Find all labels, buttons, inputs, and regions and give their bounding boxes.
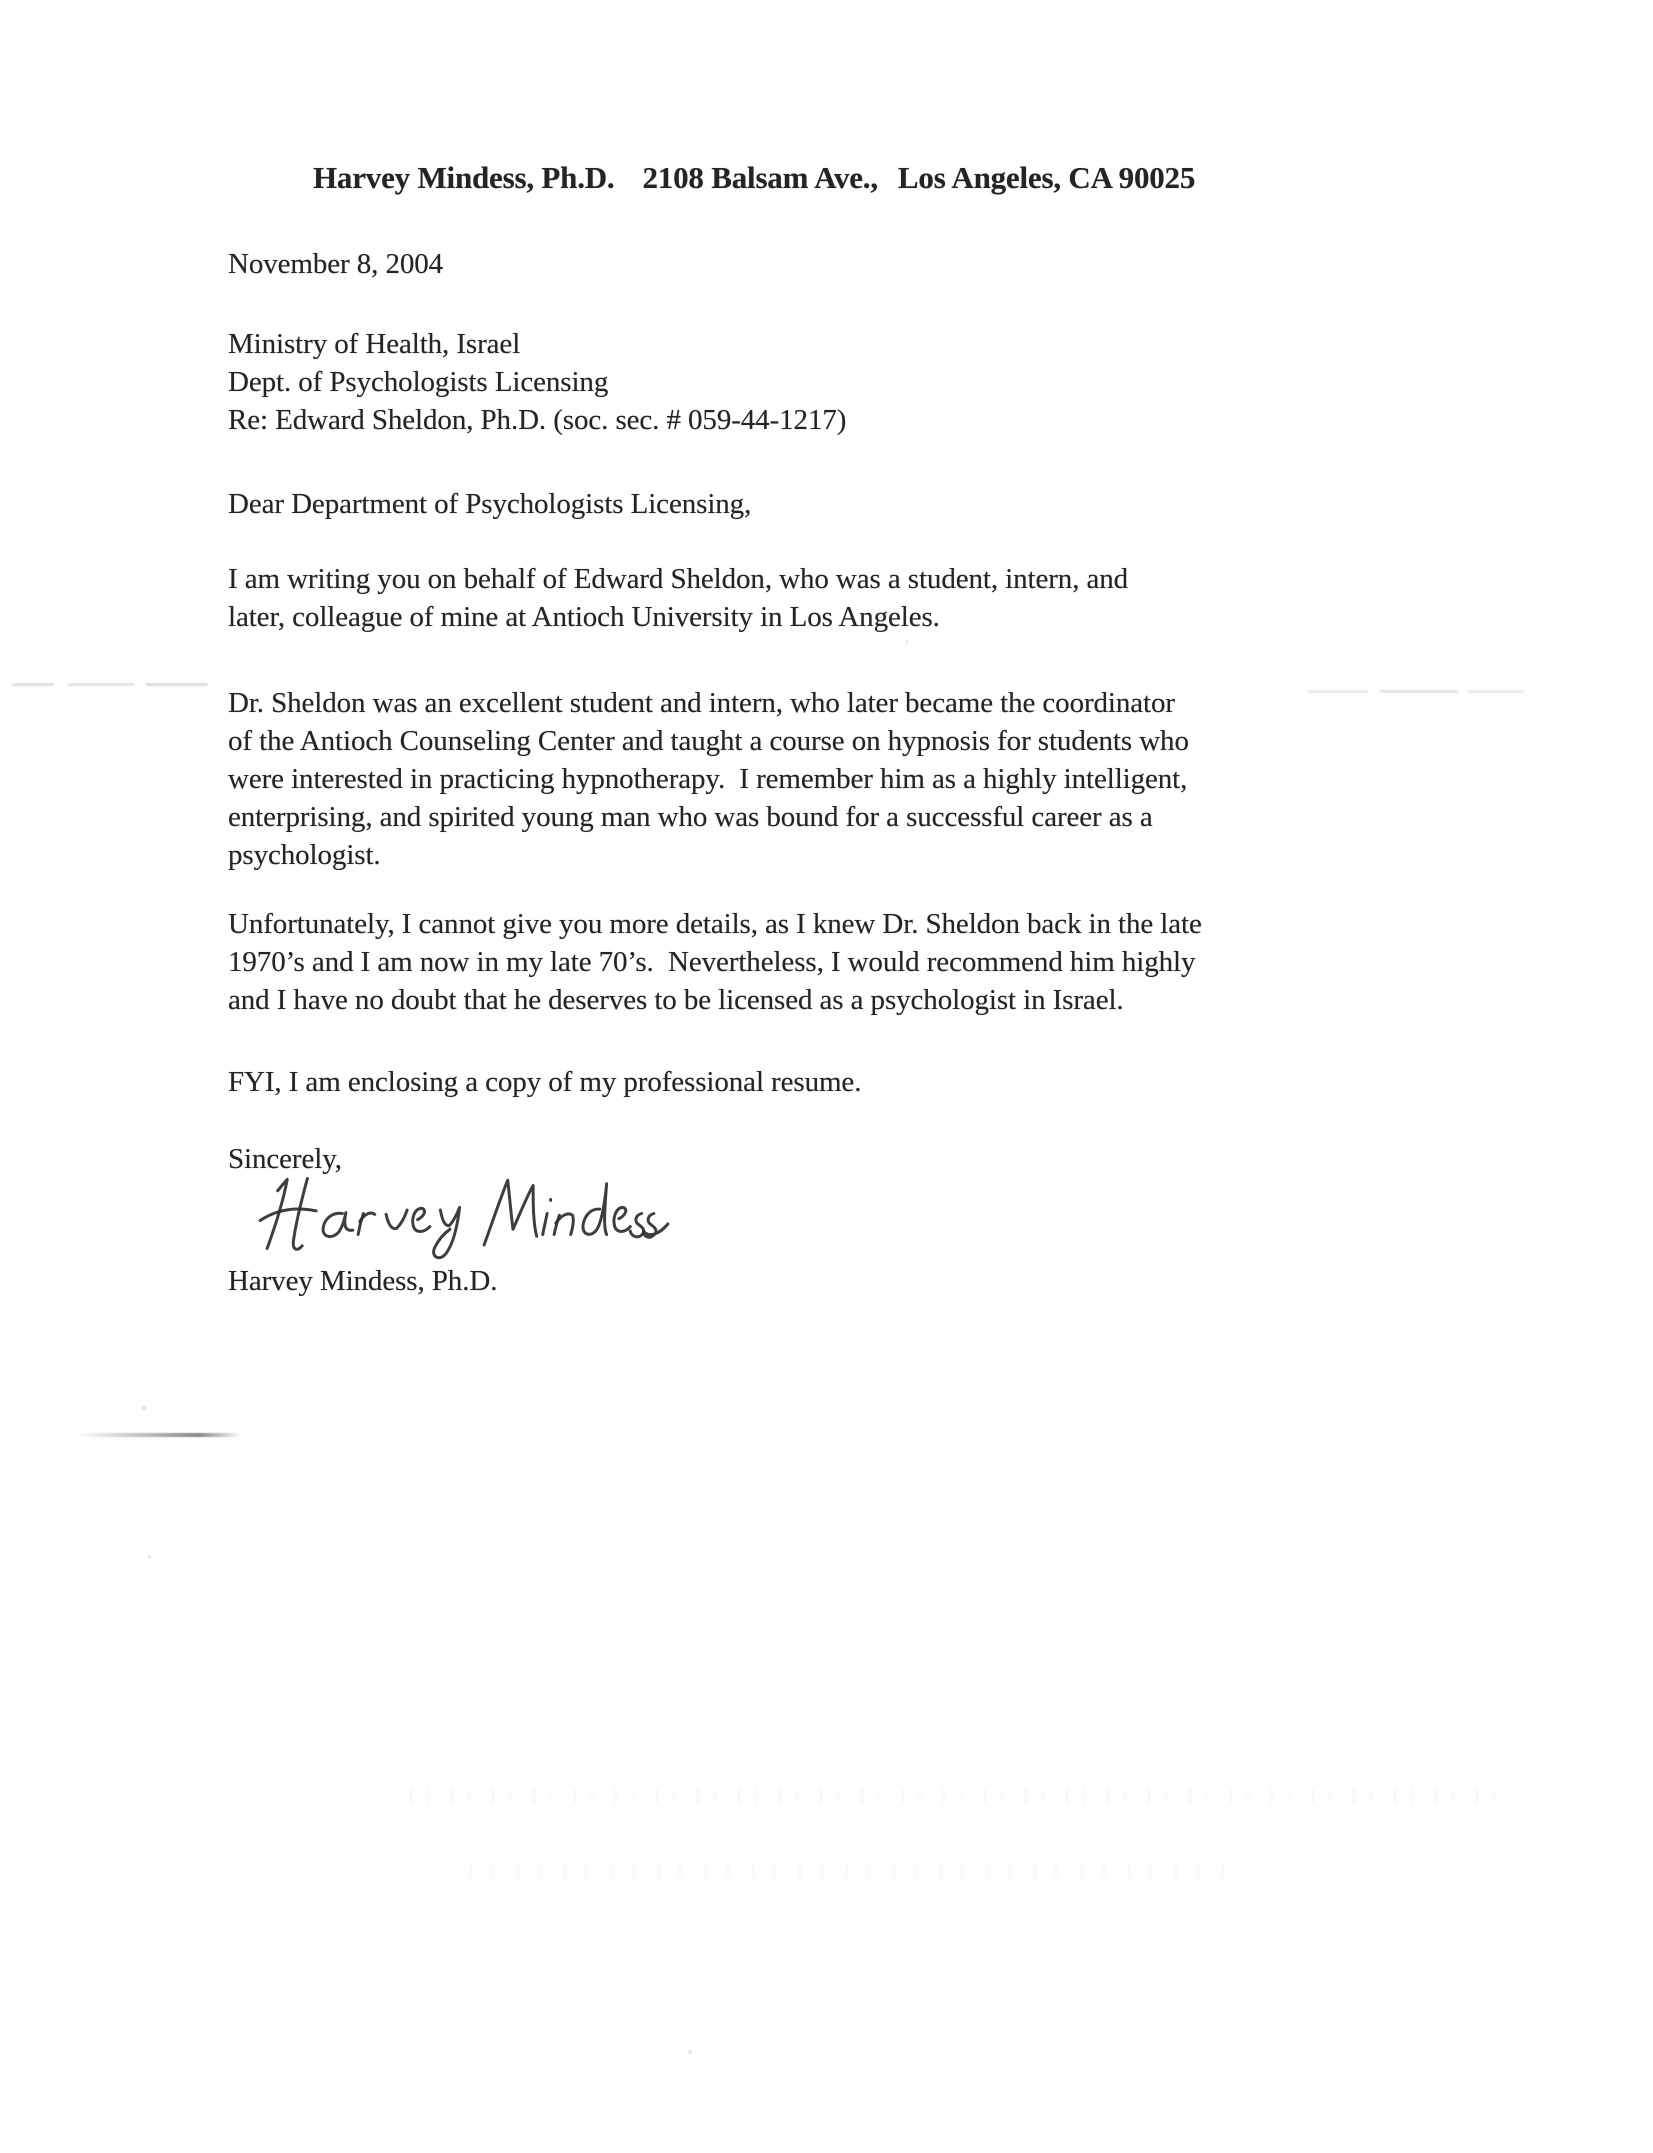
paragraph-line: Dr. Sheldon was an excellent student and intern, who later became the coordinator — [228, 687, 1175, 719]
paragraph-line: 1970’s and I am now in my late 70’s. Nevertheless, I would recommend him highly — [228, 946, 1196, 978]
scan-artifact-speck — [148, 1555, 151, 1559]
typed-signature-name: Harvey Mindess, Ph.D. — [228, 1265, 498, 1297]
paragraph — [228, 1063, 1388, 1101]
paragraph-line: were interested in practicing hypnotherapy. I remember him as a highly intelligent, — [228, 763, 1188, 795]
paragraph-line: enterprising, and spirited young man who was bound for a successful career as a — [228, 801, 1153, 833]
scan-artifact-noise-band — [410, 1788, 1500, 1804]
scan-artifact-speck — [142, 1405, 146, 1411]
paragraph-line: FYI, I am enclosing a copy of my professional resume. — [228, 1066, 862, 1098]
scan-artifact-speck — [905, 640, 908, 643]
scan-artifact-fold-line-left — [12, 683, 208, 686]
scan-artifact-noise-band — [470, 1862, 1230, 1880]
letter-paragraphs — [228, 560, 1388, 1101]
recipient-address — [228, 325, 1388, 439]
recipient-line: Re: Edward Sheldon, Ph.D. (soc. sec. # 059-44-1217) — [228, 404, 847, 436]
paragraph — [228, 905, 1388, 1019]
paragraph — [228, 684, 1388, 874]
paragraph-line: I am writing you on behalf of Edward Sheldon, who was a student, intern, and — [228, 563, 1129, 595]
letter-date: November 8, 2004 — [228, 248, 444, 280]
paragraph — [228, 560, 1388, 636]
letterhead-name: Harvey Mindess, Ph.D. — [313, 160, 615, 195]
paragraph-line: Unfortunately, I cannot give you more details, as I knew Dr. Sheldon back in the late — [228, 908, 1202, 940]
closing: Sincerely, — [228, 1143, 342, 1175]
paragraph-line: psychologist. — [228, 839, 381, 871]
signature-handwriting — [234, 1168, 694, 1266]
paragraph-line: later, colleague of mine at Antioch University in Los Angeles. — [228, 601, 940, 633]
scan-artifact-smudge — [76, 1433, 242, 1437]
salutation: Dear Department of Psychologists Licensing, — [228, 488, 752, 520]
scan-artifact-speck — [688, 2050, 692, 2054]
signature-ink-icon — [234, 1168, 694, 1266]
paragraph-line: and I have no doubt that he deserves to be licensed as a psychologist in Israel. — [228, 984, 1124, 1016]
letterhead — [313, 160, 1195, 196]
recipient-line: Ministry of Health, Israel — [228, 328, 521, 360]
letter-body — [228, 245, 1388, 1300]
recipient-line: Dept. of Psychologists Licensing — [228, 366, 609, 398]
letterhead-city: Los Angeles, CA 90025 — [897, 160, 1196, 195]
paragraph-line: of the Antioch Counseling Center and taught a course on hypnosis for students who — [228, 725, 1189, 757]
letterhead-street: 2108 Balsam Ave., — [642, 160, 878, 195]
